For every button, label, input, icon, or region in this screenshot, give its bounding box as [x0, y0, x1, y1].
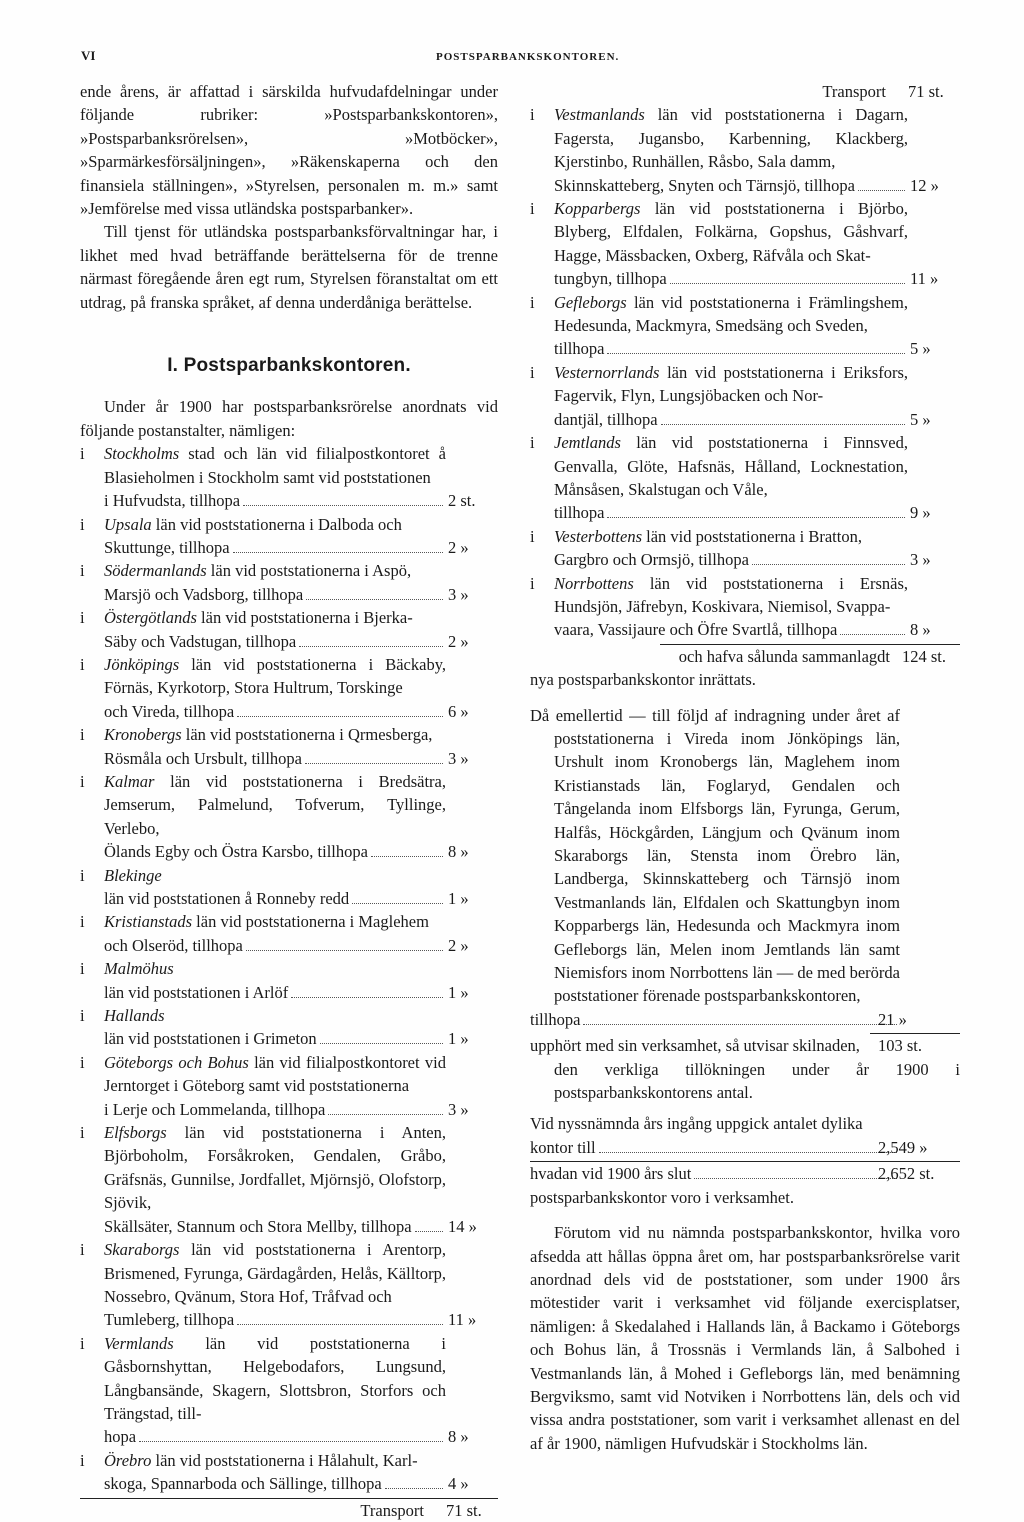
entry-last-line: i Hufvudsta, tillhopa	[104, 491, 241, 511]
entry-county: Elfsborgs	[104, 1123, 167, 1143]
entry-county: Vermlands	[104, 1333, 174, 1353]
entry-prefix: i	[80, 444, 85, 464]
right-transport-row	[530, 80, 960, 103]
entry-item	[80, 1121, 498, 1238]
end-row	[530, 1162, 960, 1185]
entry-prefix: i	[80, 561, 85, 581]
entry-last-line: Ölands Egby och Östra Karsbo, tillhopa	[104, 842, 368, 862]
entry-item	[530, 291, 960, 361]
entry-last-line: skoga, Spannarboda och Sällinge, tillhopa	[104, 1474, 382, 1494]
entry-prefix: i	[80, 865, 85, 885]
entry-count: 8 »	[910, 620, 931, 640]
ceased-paragraph	[530, 1034, 960, 1057]
right-entry-list	[530, 103, 960, 641]
entry-county: Jönköpings	[104, 654, 180, 674]
entry-text: län vid poststationerna i Anten, Björboholm, Forsåkroken, Gendalen, Gråbo, Gräfsnäs, Gunnilse, Jordfallet, Mjörnsjö, Olofstorp, Sjövik,	[104, 1123, 446, 1213]
summary-continuation: nya postsparbankskontor inrättats.	[530, 670, 756, 690]
entry-count: 3 »	[448, 1099, 469, 1119]
entry-last-line: och Vireda, tillhopa	[104, 701, 235, 721]
entry-item	[80, 1449, 498, 1496]
ceased-text: upphört med sin verksamhet, så utvisar skilnaden,	[530, 1036, 860, 1056]
entry-count: 1 »	[448, 982, 469, 1002]
summary-row	[530, 645, 960, 668]
entry-county: Vesternorrlands	[554, 362, 660, 382]
entry-text: län vid poststationerna i Dagarn, Fagersta, Jugansbo, Karbenning, Klackberg, Kjerstinbo, Runhällen, Råsbo, Sala damm,	[554, 105, 908, 172]
entry-last-line: Säby och Vadstugan, tillhopa	[104, 631, 297, 651]
entry-last-line: Tumleberg, tillhopa	[104, 1310, 235, 1330]
entry-item	[80, 513, 498, 560]
entry-last-line: vaara, Vassijaure och Öfre Svartlå, tillhopa	[554, 620, 838, 640]
end-continuation: postsparbankskontor voro i verksamhet.	[530, 1187, 794, 1207]
entry-item	[80, 442, 498, 512]
entry-county: Vesterbottens	[554, 526, 642, 546]
entry-last-line: Rösmåla och Ursbult, tillhopa	[104, 748, 302, 768]
entry-prefix: i	[530, 105, 535, 125]
left-transport-label: Transport	[360, 1500, 424, 1520]
entry-text: län vid poststationerna i Aspö,	[206, 561, 412, 581]
running-head: POSTSPARBANKSKONTOREN.	[436, 51, 620, 63]
entry-count: 9 »	[910, 503, 931, 523]
reduction-paragraph	[530, 704, 960, 1032]
entry-text: län vid poststationerna i Eriksfors, Fagervik, Flyn, Lungsjöbacken och Nor-	[554, 362, 908, 406]
entry-item	[530, 103, 960, 197]
entry-county: Kronobergs	[104, 725, 182, 745]
entry-text: län vid poststationerna i Gåsbornshyttan, Helgebodafors, Lungsund, Långbansände, Skagern, Slottsbron, Storfors och Trängstad, till-	[104, 1333, 446, 1423]
start-value: 2,549 »	[878, 1137, 928, 1157]
entry-count: 6 »	[448, 701, 469, 721]
entry-last-line: län vid poststationen i Grimeton	[104, 1029, 317, 1049]
entry-text: stad och län vid filialpostkontoret å Blasieholmen i Stockholm samt vid poststationen	[104, 444, 446, 487]
entry-county: Jemtlands	[554, 433, 621, 453]
entry-item	[80, 1332, 498, 1449]
entry-county: Blekinge	[104, 865, 162, 885]
entry-last-line: tillhopa	[554, 339, 605, 359]
entry-prefix: i	[80, 1450, 85, 1470]
entry-count: 8 »	[448, 842, 469, 862]
entry-county: Norrbottens	[554, 573, 634, 593]
entry-count: 4 »	[448, 1474, 469, 1494]
entry-item	[80, 910, 498, 957]
ceased-continuation: den verkliga tillökningen under år 1900 i postsparbankskontorens antal.	[554, 1059, 960, 1103]
entry-item	[80, 1051, 498, 1121]
entry-prefix: i	[80, 608, 85, 628]
entry-last-line: hopa	[104, 1427, 137, 1447]
final-paragraph: Förutom vid nu nämnda postsparbankskontor, hvilka voro afsedda att hållas öppna året om, har postsparbanksrörelse varit anordnad dels vid de poststationer, som under 1900 års mötestider varit i verksamhet vid följande exercisplatser, nämligen: å Skedalahed i Hallands län, å Backamo i Göteborgs och Bohus län, å Trossnäs i Vermlands län, å Salbohed i Vestmanlands län, å Mohed i Gefleborgs län, med benämning Bergviksmo, samt vid Notviken i Norrbottens län, dels och vid vissa andra poststationer, som varit i verksamhet allenast en del af år 1900, nämligen Hufvudskär i Stockholms län.	[530, 1223, 960, 1453]
entry-prefix: i	[80, 1006, 85, 1026]
entry-text: län vid poststationerna i Maglehem	[192, 912, 429, 932]
entry-count: 5 »	[910, 409, 931, 429]
entry-count: 5 »	[910, 339, 931, 359]
reduction-text: Då emellertid — till följd af indragning under året af poststationerna i Vireda inom Jönköpings län, Urshult inom Kronobergs län, Maglehem inom Kristianstads län, Foglaryd, Gendalen och Tångelanda inom Elfsborgs län, Fyrunga, Gerum, Halfås, Höckgården, Längjum och Qvänum inom Skaraborgs län, Stensta inom Örebro län, Landberga, Skinnskatteberg och Tärnsjö inom Vestmanlands län, Elfdalen och Skattungbyn inom Kopparbergs län, Hedesunda och Mackmyra inom Gefleborgs län, Melen inom Jemtlands län samt Niemisfors inom Norrbottens län — de med berörda poststationer förenade postsparbankskontoren,	[530, 705, 900, 1006]
entry-count: 2 st.	[448, 491, 476, 511]
entry-item	[530, 431, 960, 525]
entry-item	[80, 653, 498, 723]
entry-prefix: i	[80, 1123, 85, 1143]
entry-text: län vid poststationerna i Bäckaby, Förnäs, Kyrkotorp, Stora Hultrum, Torskinge	[104, 654, 446, 698]
entry-text: län vid poststationerna i Qrmesberga,	[181, 725, 433, 745]
entry-count: 2 »	[448, 537, 469, 557]
right-transport-label: Transport	[822, 82, 886, 101]
entry-county: Kristianstads	[104, 912, 193, 932]
start-paragraph	[530, 1112, 960, 1159]
entry-count: 11 »	[448, 1310, 477, 1330]
entry-last-line: Gargbro och Ormsjö, tillhopa	[554, 550, 749, 570]
entry-text: län vid poststationerna i Björbo, Blyberg, Elfdalen, Folkärna, Gopshus, Gåshvarf, Hagge, Mässbacken, Oxberg, Räfvåla och Skat-	[554, 199, 908, 265]
entry-item	[80, 559, 498, 606]
entry-county: Malmöhus	[104, 959, 174, 979]
entry-count: 3 »	[448, 584, 469, 604]
end-label: hvadan vid 1900 års slut	[530, 1164, 692, 1184]
start-last: kontor till	[530, 1137, 596, 1157]
entry-county: Gefleborgs	[554, 292, 627, 312]
entry-item	[530, 572, 960, 642]
entry-last-line: tillhopa	[554, 503, 605, 523]
entry-count: 12 »	[910, 175, 939, 195]
entry-last-line: län vid poststationen i Arlöf	[104, 982, 289, 1002]
entry-count: 11 »	[910, 269, 939, 289]
entry-item	[530, 197, 960, 291]
entry-count: 1 »	[448, 1029, 469, 1049]
entry-count: 3 »	[910, 550, 931, 570]
entry-prefix: i	[80, 1240, 85, 1260]
entry-last-line: i Lerje och Lommelanda, tillhopa	[104, 1099, 326, 1119]
reduction-last: tillhopa	[530, 1009, 581, 1029]
entry-prefix: i	[80, 654, 85, 674]
entry-prefix: i	[80, 1052, 85, 1072]
right-column	[530, 80, 960, 1455]
entry-item	[80, 1238, 498, 1332]
left-transport-row	[80, 1499, 498, 1522]
entry-text: län vid filialpostkontoret vid Jerntorget i Göteborg samt vid poststationerna	[104, 1052, 446, 1096]
entry-county: Göteborgs och Bohus	[104, 1052, 249, 1072]
entry-count: 2 »	[448, 935, 469, 955]
entry-last-line: Skuttunge, tillhopa	[104, 537, 230, 557]
entry-item	[530, 525, 960, 572]
summary-value: 124 st.	[902, 646, 947, 666]
entry-prefix: i	[80, 771, 85, 791]
entry-prefix: i	[80, 725, 85, 745]
entry-text: län vid poststationerna i Arentorp, Brismened, Fyrunga, Gärdagården, Helås, Källtorp, Nossebro, Qvänum, Stora Hof, Tråfvad och	[104, 1240, 446, 1306]
entry-prefix: i	[530, 573, 535, 593]
entry-last-line: Skällsäter, Stannum och Stora Mellby, tillhopa	[104, 1216, 412, 1236]
entry-text: län vid poststationerna i Främlingshem, Hedesunda, Mackmyra, Smedsäng och Sveden,	[554, 292, 908, 336]
left-column	[80, 80, 498, 1522]
entry-count: 14 »	[448, 1216, 477, 1236]
page-number: VI	[81, 48, 96, 63]
entry-prefix: i	[530, 292, 535, 312]
entry-county: Vestmanlands	[554, 105, 645, 125]
entry-last-line: Skinnskatteberg, Snyten och Tärnsjö, tillhopa	[554, 175, 855, 195]
entry-county: Skaraborgs	[104, 1240, 180, 1260]
ceased-value: 103 st.	[878, 1036, 923, 1056]
intro-paragraph-1: ende årens, är affattad i särskilda hufvudafdelningar under följande rubriker: »Postsparbankskontoren», »Postsparbanksrörelsen», »Motböcker», »Sparmärkesförsäljningen», »Räkenskaperna och den finansiela ställningen», »Styrelsen, personalen m. m.» samt »Jemförelse med vissa utländska postsparbanker».	[80, 82, 498, 219]
entry-count: 8 »	[448, 1427, 469, 1447]
entry-prefix: i	[530, 433, 535, 453]
entry-county: Örebro	[104, 1450, 152, 1470]
entry-county: Kopparbergs	[554, 199, 641, 219]
end-value: 2,652 st.	[878, 1164, 935, 1184]
entry-text: län vid poststationerna i Finnsved, Genvalla, Glöte, Hafsnäs, Hålland, Locknestation, Månsåsen, Skalstugan och Våle,	[554, 433, 908, 499]
entry-count: 2 »	[448, 631, 469, 651]
right-transport-value: 71 st.	[908, 82, 944, 101]
entry-prefix: i	[530, 199, 535, 219]
left-entry-list	[80, 442, 498, 1495]
entry-last-line: och Olseröd, tillhopa	[104, 935, 243, 955]
entry-text: län vid poststationerna i Bredsätra, Jemserum, Palmelund, Tofverum, Tyllinge, Verlebo,	[104, 771, 446, 838]
entry-last-line: tungbyn, tillhopa	[554, 269, 667, 289]
entry-count: 3 »	[448, 748, 469, 768]
entry-item	[80, 957, 498, 1004]
entry-item	[80, 864, 498, 911]
entry-text: län vid poststationerna i Hålahult, Karl-	[151, 1450, 418, 1470]
section-title: I. Postsparbankskontoren.	[167, 355, 411, 377]
entry-county: Södermanlands	[104, 561, 207, 581]
entry-text: län vid poststationerna i Bjerka-	[196, 608, 413, 628]
entry-prefix: i	[80, 514, 85, 534]
entry-county: Kalmar	[104, 771, 155, 791]
left-transport-value: 71 st.	[446, 1500, 482, 1520]
entry-prefix: i	[80, 912, 85, 932]
start-text: Vid nyssnämnda års ingång uppgick antalet dylika	[530, 1114, 863, 1134]
entry-prefix: i	[530, 362, 535, 382]
entry-item	[80, 1004, 498, 1051]
entry-item	[80, 723, 498, 770]
entry-last-line: län vid poststationen å Ronneby redd	[104, 889, 350, 908]
summary-label: och hafva sålunda sammanlagdt	[678, 646, 890, 666]
entry-prefix: i	[80, 1333, 85, 1353]
entry-prefix: i	[80, 959, 85, 979]
entry-county: Upsala	[104, 514, 152, 534]
entry-item	[80, 606, 498, 653]
section-lead: Under år 1900 har postsparbanksrörelse anordnats vid följande postanstalter, nämligen:	[80, 397, 498, 440]
entry-item	[530, 361, 960, 431]
entry-last-line: dantjäl, tillhopa	[554, 409, 658, 429]
entry-item	[80, 770, 498, 864]
entry-text: län vid poststationerna i Dalboda och	[151, 514, 402, 534]
entry-county: Hallands	[104, 1006, 165, 1026]
entry-prefix: i	[530, 526, 535, 546]
entry-county: Stockholms	[104, 444, 180, 464]
entry-text: län vid poststationerna i Bratton,	[642, 526, 862, 546]
entry-text: län vid poststationerna i Ersnäs, Hundsjön, Jäfrebyn, Koskivara, Niemisol, Svappa-	[554, 573, 908, 616]
entry-last-line: Marsjö och Vadsborg, tillhopa	[104, 584, 304, 604]
entry-county: Östergötlands	[104, 608, 197, 628]
intro-paragraph-2: Till tjenst för utländska postsparbanksförvaltningar har, i likhet med hvad beträffande berättelserna för de trenne närmast föregående åren egt rum, Styrelsen föranstaltat om ett utdrag, på franska språket, af denna underdåniga berättelse.	[80, 222, 498, 312]
reduction-value: 21 »	[878, 1009, 907, 1029]
entry-count: 1 »	[448, 889, 469, 908]
